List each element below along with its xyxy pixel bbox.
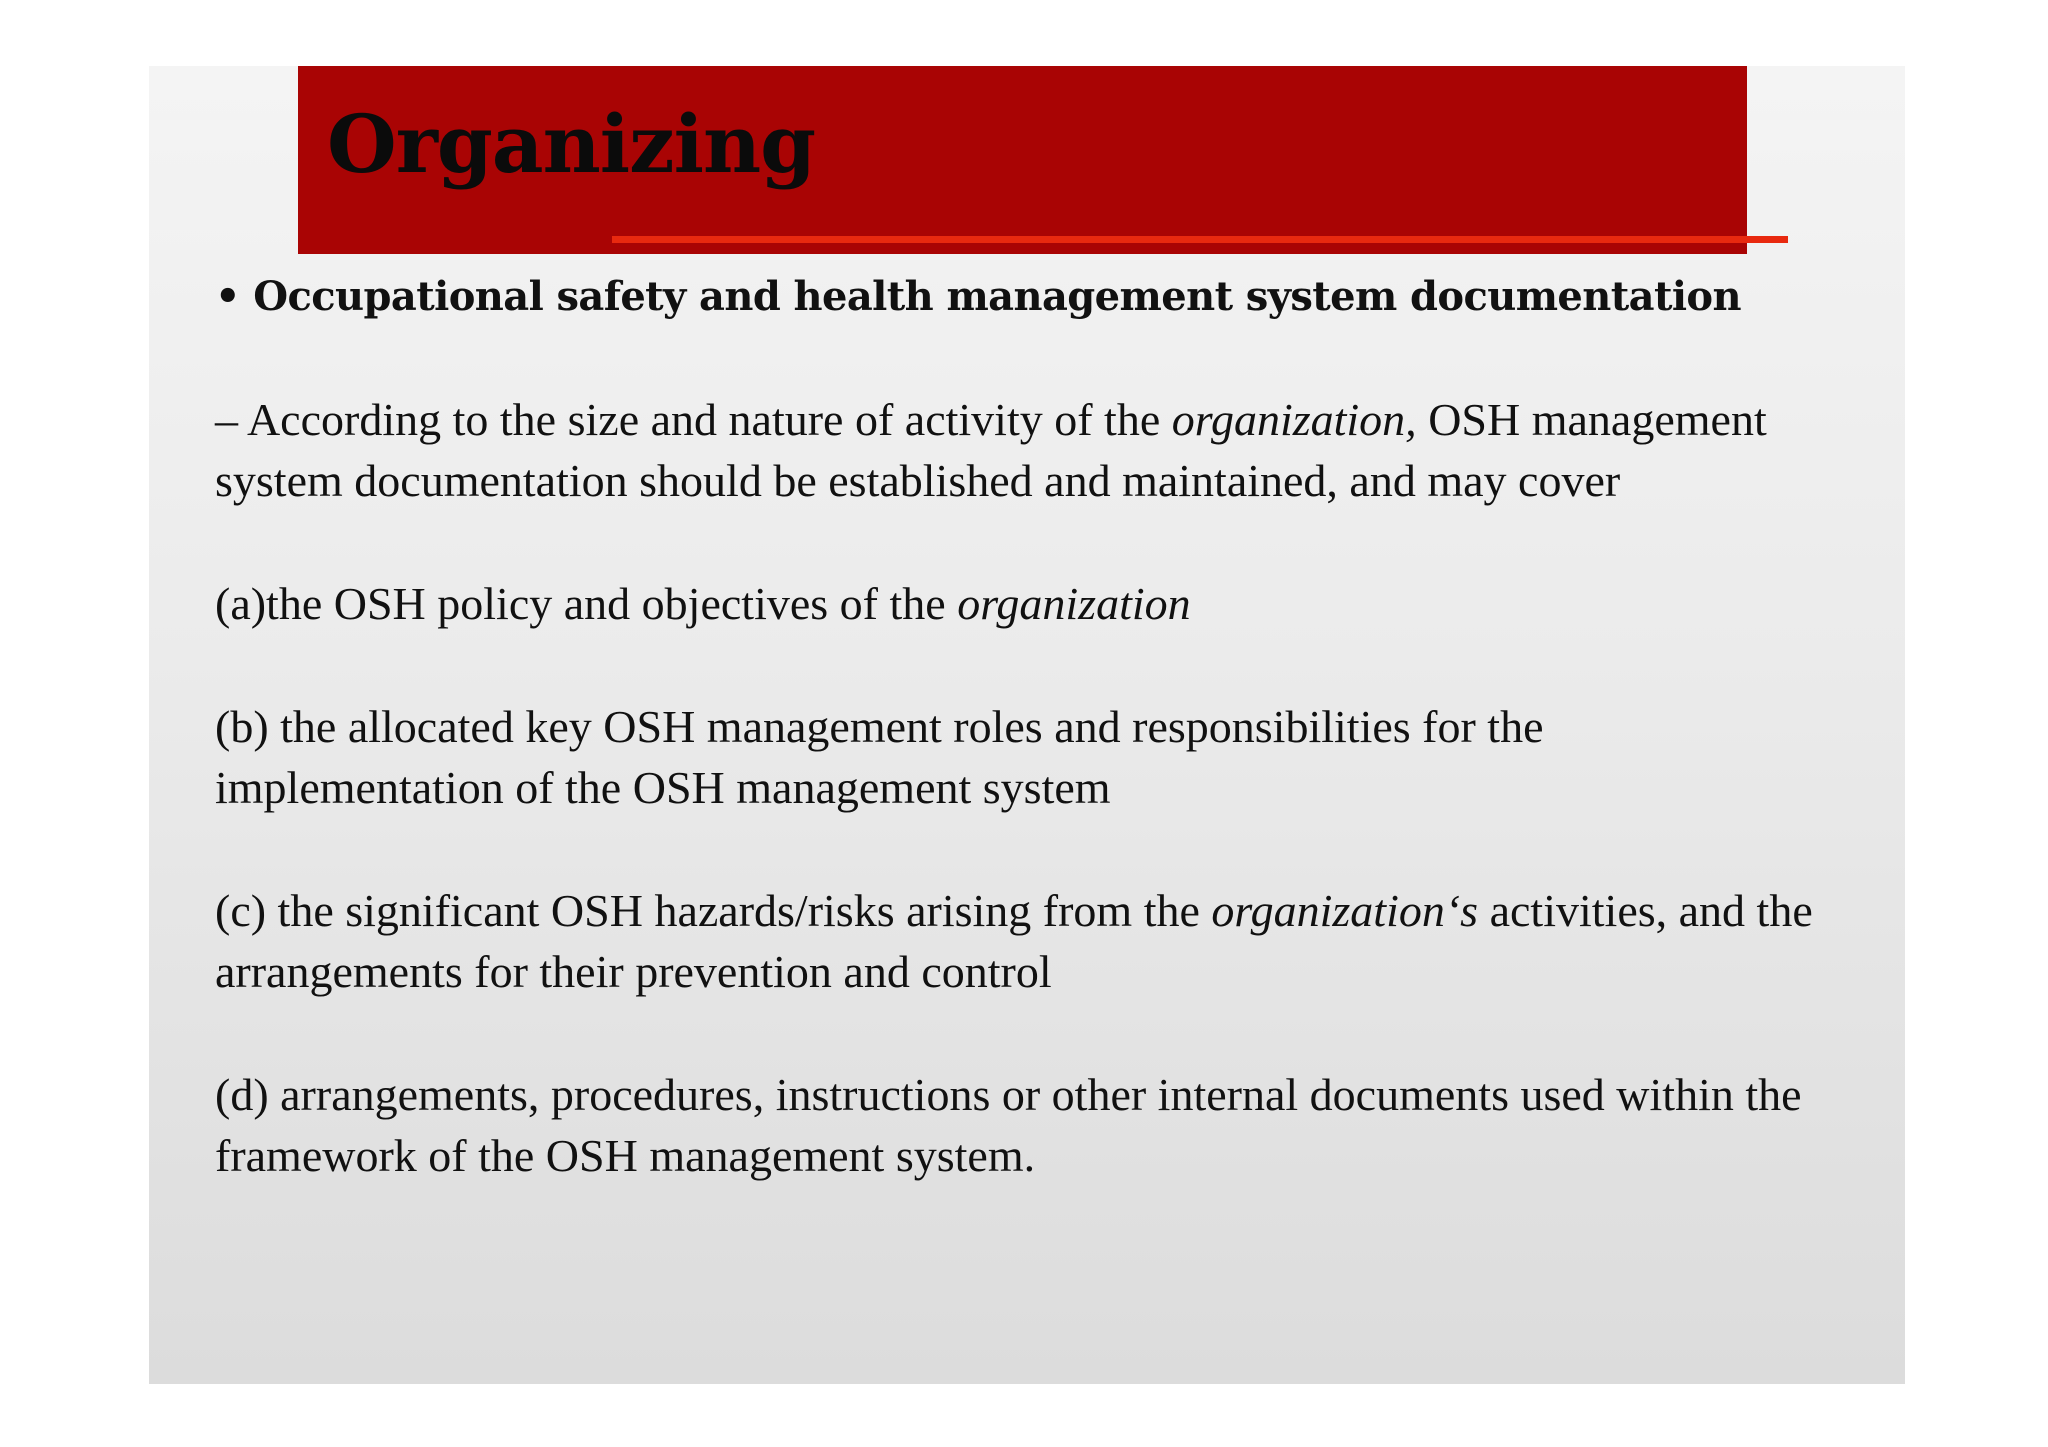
title-accent-line [612,236,1788,243]
bullet-heading: • Occupational safety and health management system documentation [215,273,1741,320]
list-item-a [215,573,1815,634]
intro-italic-text: organization, [1171,394,1417,445]
intro-paragraph [215,389,1815,511]
item-italic-text: organization [957,578,1191,629]
slide-body [215,266,1875,1186]
item-text: (a)the OSH policy and objectives of the [215,578,958,629]
list-item-b [215,696,1815,818]
list-item-c [215,880,1815,1002]
slide [149,66,1905,1384]
intro-text-cont: OSH management system documentation should be established and maintained, and may cover [215,394,1767,506]
item-text-cont: activities, and the arrangements for their prevention and control [215,885,1813,997]
item-text: (c) the significant OSH hazards/risks arising from the [215,885,1212,936]
item-text: (d) arrangements, procedures, instructions or other internal documents used within the framework of the OSH management system. [215,1069,1802,1181]
intro-text: – According to the size and nature of activity of the [215,394,1172,445]
slide-title: Organizing [327,97,816,191]
list-item-d [215,1064,1815,1186]
item-italic-text: organization‘s [1211,885,1479,936]
item-text: (b) the allocated key OSH management roles and responsibilities for the implementation of the OSH management system [215,701,1544,813]
